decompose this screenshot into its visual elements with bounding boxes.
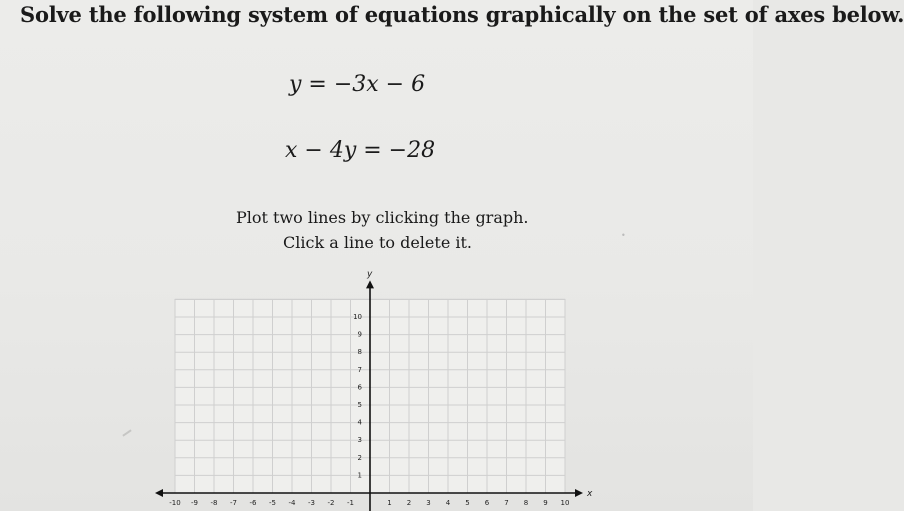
- y-tick-label: 8: [357, 348, 362, 357]
- x-tick-label: -7: [230, 499, 237, 507]
- x-tick-label: -3: [308, 499, 315, 507]
- x-axis-left-arrow: [155, 489, 163, 497]
- x-tick-label: -8: [210, 499, 218, 507]
- x-tick-label: 4: [445, 499, 451, 507]
- y-tick-label: 1: [357, 471, 362, 480]
- x-axis-right-arrow: [575, 489, 583, 497]
- y-tick-label: 6: [357, 383, 362, 392]
- y-tick-label: 5: [357, 401, 362, 409]
- delete-hint: Click a line to delete it.: [283, 233, 472, 252]
- y-axis-label: y: [367, 269, 373, 280]
- x-tick-label: -2: [327, 499, 335, 507]
- problem-instruction: Solve the following system of equations graphically on the set of axes below.: [20, 2, 904, 27]
- x-tick-label: -5: [269, 499, 276, 507]
- x-tick-label: 9: [543, 499, 548, 507]
- x-tick-label: -9: [191, 499, 198, 507]
- y-tick-label: 7: [357, 365, 362, 374]
- x-tick-label: 5: [465, 499, 470, 507]
- stray-mark: •: [621, 231, 626, 240]
- equation-2: x − 4y = −28: [285, 138, 436, 163]
- y-tick-label: 10: [353, 313, 362, 321]
- equation-1: y = −3x − 6: [289, 72, 426, 97]
- x-tick-label: 1: [387, 499, 392, 507]
- x-tick-label: 10: [560, 499, 570, 507]
- x-tick-label: 2: [406, 499, 412, 507]
- x-tick-label: -4: [288, 499, 296, 507]
- x-tick-label: 6: [484, 499, 490, 507]
- x-axis-label: x: [587, 489, 593, 499]
- y-axis-up-arrow: [366, 280, 374, 288]
- y-tick-label: 4: [357, 418, 362, 427]
- plot-hint: Plot two lines by clicking the graph.: [236, 208, 529, 227]
- x-tick-label: -10: [169, 499, 181, 507]
- x-tick-label: -6: [249, 499, 257, 507]
- x-tick-label: 8: [523, 499, 529, 507]
- x-tick-label: 3: [426, 499, 431, 507]
- x-tick-label: 7: [504, 499, 509, 507]
- x-tick-label: -1: [347, 499, 354, 507]
- y-tick-label: 2: [357, 453, 362, 462]
- y-tick-label: 3: [357, 436, 362, 445]
- y-tick-label: 9: [357, 330, 362, 339]
